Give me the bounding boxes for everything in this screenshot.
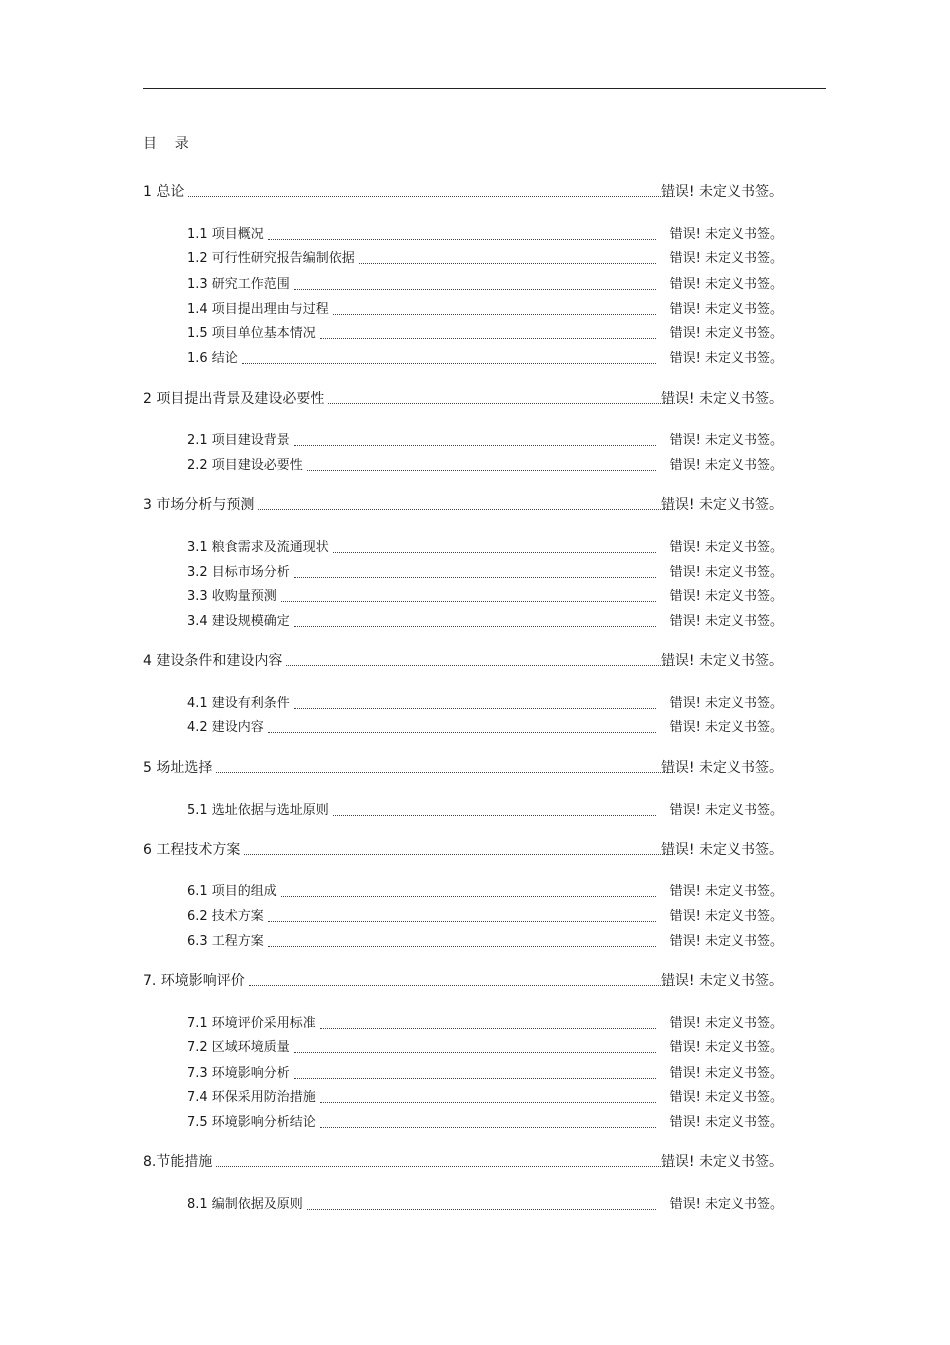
toc-entry-page-ref: 错误! 未定义书签。 xyxy=(669,351,783,366)
toc-entry-label: 1.6 结论 xyxy=(187,350,242,368)
toc-entry-label: 2.1 项目建设背景 xyxy=(187,432,294,450)
toc-entry-label: 7.2 区域环境质量 xyxy=(187,1039,294,1057)
toc-entry-label: 4.2 建设内容 xyxy=(187,719,268,737)
dot-leader xyxy=(294,1051,656,1053)
toc-entry-page-ref: 错误! 未定义书签。 xyxy=(669,614,783,629)
toc-title: 目 录 xyxy=(143,136,189,152)
toc-entry-page-ref: 错误! 未定义书签。 xyxy=(669,1066,783,1081)
toc-section-entry[interactable] xyxy=(187,1063,783,1083)
dot-leader xyxy=(320,1126,656,1128)
dot-leader xyxy=(281,895,656,897)
toc-entry-page-ref: 错误! 未定义书签。 xyxy=(669,909,783,924)
dot-leader xyxy=(244,853,675,855)
toc-entry-page-ref: 错误! 未定义书签。 xyxy=(660,1154,783,1170)
toc-entry-page-ref: 错误! 未定义书签。 xyxy=(660,973,783,989)
toc-entry-label: 7.1 环境评价采用标准 xyxy=(187,1015,320,1033)
toc-entry-label: 4.1 建设有利条件 xyxy=(187,695,294,713)
toc-section-entry[interactable] xyxy=(187,800,783,820)
toc-entry-label: 7.3 环境影响分析 xyxy=(187,1065,294,1083)
toc-chapter-entry[interactable] xyxy=(143,388,783,408)
toc-entry-label: 8.1 编制依据及原则 xyxy=(187,1196,307,1214)
dot-leader xyxy=(268,920,656,922)
toc-section-entry[interactable] xyxy=(187,586,783,606)
toc-entry-label: 3.3 收购量预测 xyxy=(187,588,281,606)
toc-entry-label: 1.2 可行性研究报告编制依据 xyxy=(187,250,359,268)
toc-entry-label: 1.1 项目概况 xyxy=(187,226,268,244)
toc-section-entry[interactable] xyxy=(187,1194,783,1214)
toc-chapter-entry[interactable] xyxy=(143,757,783,777)
toc-section-entry[interactable] xyxy=(187,430,783,450)
toc-section-entry[interactable] xyxy=(187,224,783,244)
dot-leader xyxy=(333,313,656,315)
toc-entry-page-ref: 错误! 未定义书签。 xyxy=(660,760,783,776)
dot-leader xyxy=(286,664,675,666)
toc-entry-page-ref: 错误! 未定义书签。 xyxy=(669,1115,783,1130)
toc-entry-label: 6.2 技术方案 xyxy=(187,908,268,926)
dot-leader xyxy=(294,288,656,290)
toc-chapter-entry[interactable] xyxy=(143,181,783,201)
toc-entry-page-ref: 错误! 未定义书签。 xyxy=(660,842,783,858)
toc-chapter-entry[interactable] xyxy=(143,970,783,990)
toc-section-entry[interactable] xyxy=(187,1037,783,1057)
toc-entry-label: 4 建设条件和建设内容 xyxy=(143,652,286,670)
toc-section-entry[interactable] xyxy=(187,248,783,268)
dot-leader xyxy=(333,814,656,816)
toc-entry-label: 6 工程技术方案 xyxy=(143,841,244,859)
toc-entry-page-ref: 错误! 未定义书签。 xyxy=(660,497,783,513)
toc-chapter-entry[interactable] xyxy=(143,839,783,859)
toc-section-entry[interactable] xyxy=(187,1013,783,1033)
toc-section-entry[interactable] xyxy=(187,348,783,368)
toc-section-entry[interactable] xyxy=(187,562,783,582)
dot-leader xyxy=(294,707,656,709)
dot-leader xyxy=(268,731,656,733)
toc-section-entry[interactable] xyxy=(187,931,783,951)
toc-entry-page-ref: 错误! 未定义书签。 xyxy=(669,934,783,949)
dot-leader xyxy=(294,576,656,578)
dot-leader xyxy=(307,469,656,471)
dot-leader xyxy=(258,508,675,510)
toc-entry-page-ref: 错误! 未定义书签。 xyxy=(660,391,783,407)
dot-leader xyxy=(188,195,675,197)
dot-leader xyxy=(281,600,656,602)
dot-leader xyxy=(216,771,675,773)
toc-section-entry[interactable] xyxy=(187,1112,783,1132)
toc-entry-page-ref: 错误! 未定义书签。 xyxy=(669,458,783,473)
toc-entry-page-ref: 错误! 未定义书签。 xyxy=(669,227,783,242)
toc-entry-page-ref: 错误! 未定义书签。 xyxy=(669,1090,783,1105)
toc-entry-page-ref: 错误! 未定义书签。 xyxy=(660,184,783,200)
toc-section-entry[interactable] xyxy=(187,323,783,343)
toc-entry-label: 7.4 环保采用防治措施 xyxy=(187,1089,320,1107)
dot-leader xyxy=(320,1027,656,1029)
toc-entry-page-ref: 错误! 未定义书签。 xyxy=(669,1040,783,1055)
toc-section-entry[interactable] xyxy=(187,881,783,901)
toc-entry-label: 1 总论 xyxy=(143,183,188,201)
toc-entry-page-ref: 错误! 未定义书签。 xyxy=(660,653,783,669)
dot-leader xyxy=(216,1165,675,1167)
toc-entry-label: 3 市场分析与预测 xyxy=(143,496,258,514)
dot-leader xyxy=(307,1208,656,1210)
toc-entry-page-ref: 错误! 未定义书签。 xyxy=(669,1016,783,1031)
toc-section-entry[interactable] xyxy=(187,1087,783,1107)
toc-section-entry[interactable] xyxy=(187,455,783,475)
toc-entry-label: 3.4 建设规模确定 xyxy=(187,613,294,631)
toc-entry-page-ref: 错误! 未定义书签。 xyxy=(669,565,783,580)
dot-leader xyxy=(294,625,656,627)
dot-leader xyxy=(320,1101,656,1103)
toc-section-entry[interactable] xyxy=(187,299,783,319)
toc-entry-page-ref: 错误! 未定义书签。 xyxy=(669,277,783,292)
toc-entry-label: 3.2 目标市场分析 xyxy=(187,564,294,582)
toc-entry-page-ref: 错误! 未定义书签。 xyxy=(669,251,783,266)
dot-leader xyxy=(359,262,656,264)
toc-section-entry[interactable] xyxy=(187,274,783,294)
dot-leader xyxy=(320,337,656,339)
dot-leader xyxy=(268,238,656,240)
dot-leader xyxy=(268,945,656,947)
toc-entry-label: 7. 环境影响评价 xyxy=(143,972,249,990)
toc-chapter-entry[interactable] xyxy=(143,494,783,514)
toc-section-entry[interactable] xyxy=(187,717,783,737)
toc-entry-page-ref: 错误! 未定义书签。 xyxy=(669,540,783,555)
toc-entry-label: 1.4 项目提出理由与过程 xyxy=(187,301,333,319)
toc-entry-label: 5 场址选择 xyxy=(143,759,216,777)
toc-entry-label: 5.1 选址依据与选址原则 xyxy=(187,802,333,820)
toc-entry-page-ref: 错误! 未定义书签。 xyxy=(669,302,783,317)
toc-entry-page-ref: 错误! 未定义书签。 xyxy=(669,696,783,711)
toc-entry-label: 2.2 项目建设必要性 xyxy=(187,457,307,475)
dot-leader xyxy=(294,444,656,446)
dot-leader xyxy=(328,402,675,404)
dot-leader xyxy=(294,1077,656,1079)
toc-entry-page-ref: 错误! 未定义书签。 xyxy=(669,884,783,899)
toc-entry-page-ref: 错误! 未定义书签。 xyxy=(669,433,783,448)
toc-entry-label: 8.节能措施 xyxy=(143,1153,216,1171)
dot-leader xyxy=(242,362,656,364)
toc-entry-label: 6.1 项目的组成 xyxy=(187,883,281,901)
toc-entry-page-ref: 错误! 未定义书签。 xyxy=(669,589,783,604)
toc-chapter-entry[interactable] xyxy=(143,650,783,670)
toc-section-entry[interactable] xyxy=(187,611,783,631)
toc-entry-page-ref: 错误! 未定义书签。 xyxy=(669,326,783,341)
toc-entry-label: 1.3 研究工作范围 xyxy=(187,276,294,294)
toc-entry-label: 1.5 项目单位基本情况 xyxy=(187,325,320,343)
toc-entry-label: 3.1 粮食需求及流通现状 xyxy=(187,539,333,557)
toc-entry-label: 7.5 环境影响分析结论 xyxy=(187,1114,320,1132)
toc-chapter-entry[interactable] xyxy=(143,1151,783,1171)
toc-entry-page-ref: 错误! 未定义书签。 xyxy=(669,720,783,735)
toc-entry-page-ref: 错误! 未定义书签。 xyxy=(669,1197,783,1212)
toc-section-entry[interactable] xyxy=(187,693,783,713)
toc-section-entry[interactable] xyxy=(187,906,783,926)
dot-leader xyxy=(249,984,675,986)
dot-leader xyxy=(333,551,656,553)
toc-entry-page-ref: 错误! 未定义书签。 xyxy=(669,803,783,818)
toc-entry-label: 6.3 工程方案 xyxy=(187,933,268,951)
toc-entry-label: 2 项目提出背景及建设必要性 xyxy=(143,390,328,408)
toc-section-entry[interactable] xyxy=(187,537,783,557)
